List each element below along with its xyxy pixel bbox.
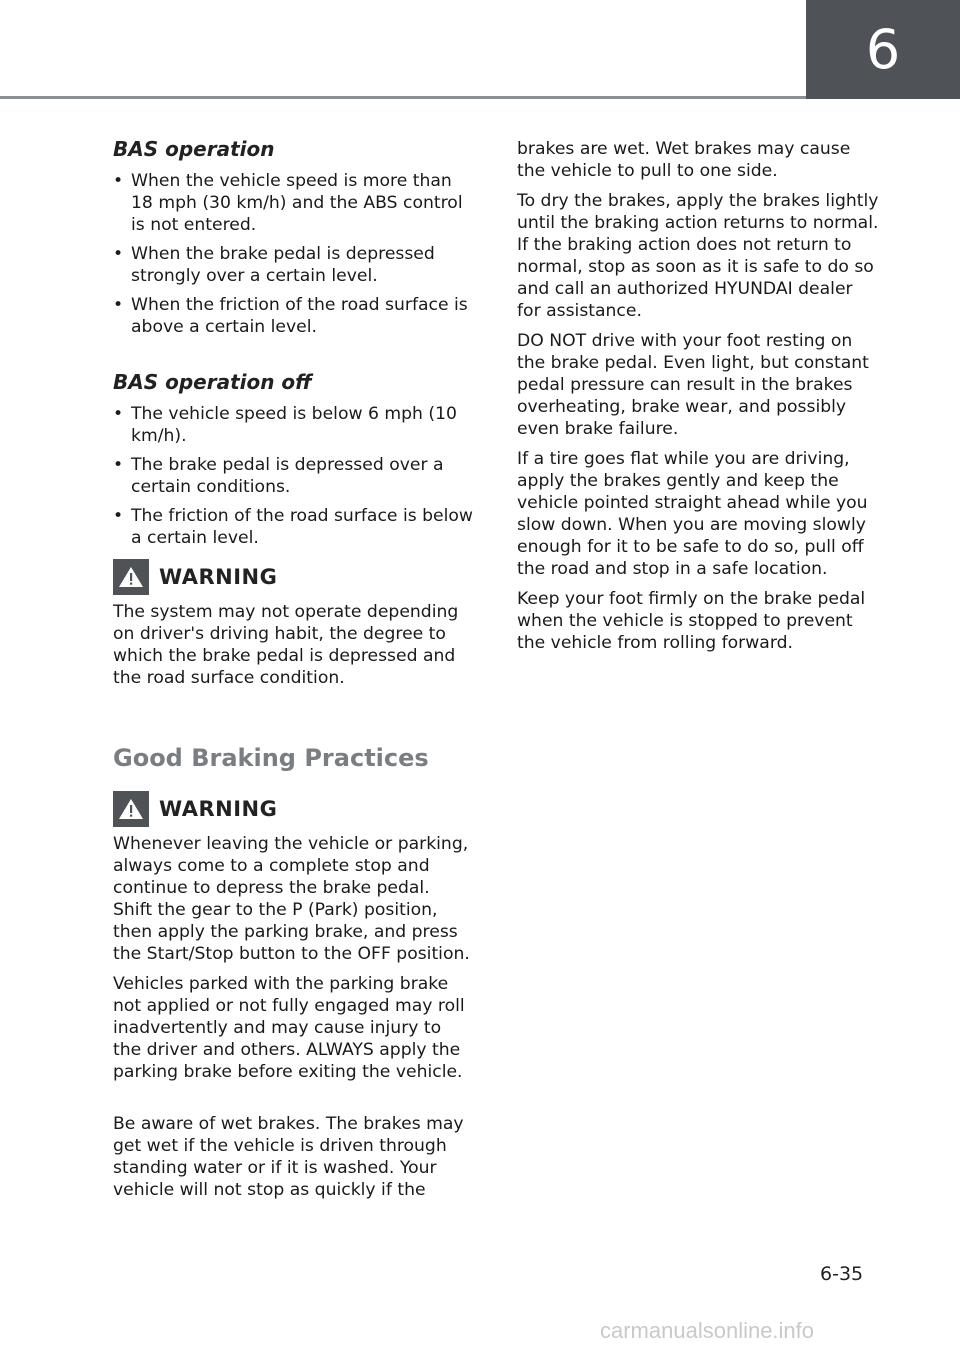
bas-operation-list bbox=[113, 170, 473, 338]
warning-paragraph: Vehicles parked with the parking brake not applied or not fully engaged may roll inadvertently and may cause injury to the driver and others. ALWAYS apply the parking brake before exiting the vehicle. bbox=[113, 974, 465, 1082]
list-item: • The friction of the road surface is below a certain level. bbox=[113, 505, 473, 549]
paragraph: To dry the brakes, apply the brakes lightly until the braking action returns to normal. If the braking action does not return to normal, stop as soon as it is safe to do so and call an authorized HYUNDAI dealer for assistance. bbox=[517, 191, 879, 321]
warning-triangle-icon bbox=[113, 791, 149, 827]
warning-title: WARNING bbox=[159, 565, 278, 589]
list-item: • The vehicle speed is below 6 mph (10 km/h). bbox=[113, 403, 473, 447]
page-number: 6-35 bbox=[820, 1263, 864, 1285]
warning-paragraph: Whenever leaving the vehicle or parking, always come to a complete stop and continue to depress the brake pedal. Shift the gear to the P (Park) position, then apply the parking brake, and press the Start/Stop button to the OFF position. bbox=[113, 834, 470, 964]
list-item: • When the vehicle speed is more than 18 mph (30 km/h) and the ABS control is not entered. bbox=[113, 170, 473, 236]
watermark: carmanualsonline.info bbox=[600, 1318, 815, 1343]
list-item: • The brake pedal is depressed over a certain conditions. bbox=[113, 454, 473, 498]
warning-triangle-icon bbox=[113, 559, 149, 595]
wet-brakes-paragraph: Be aware of wet brakes. The brakes may get wet if the vehicle is driven through standing water or if it is washed. Your vehicle will not stop as quickly if the bbox=[113, 1114, 464, 1200]
section-title: Good Braking Practices bbox=[113, 744, 429, 772]
list-item: • When the friction of the road surface is above a certain level. bbox=[113, 294, 473, 338]
list-item: • When the brake pedal is depressed strongly over a certain level. bbox=[113, 243, 473, 287]
warning-text: The system may not operate depending on driver's driving habit, the degree to which the brake pedal is depressed and the road surface condition. bbox=[113, 602, 459, 688]
warning-header bbox=[113, 791, 473, 827]
paragraph: DO NOT drive with your foot resting on the brake pedal. Even light, but constant pedal pressure can result in the brakes overheating, brake wear, and possibly even brake failure. bbox=[517, 331, 869, 439]
warning-header bbox=[113, 559, 473, 595]
paragraph: brakes are wet. Wet brakes may cause the vehicle to pull to one side. bbox=[517, 139, 851, 181]
header-rule bbox=[0, 96, 806, 99]
chapter-tab: 6 bbox=[806, 0, 960, 99]
left-column bbox=[113, 136, 473, 1209]
warning-title: WARNING bbox=[159, 797, 278, 821]
bas-operation-off-heading: BAS operation off bbox=[113, 370, 312, 394]
bas-operation-heading: BAS operation bbox=[113, 137, 275, 161]
bas-operation-off-list bbox=[113, 403, 473, 549]
paragraph: Keep your foot firmly on the brake pedal when the vehicle is stopped to prevent the vehicle from rolling forward. bbox=[517, 589, 866, 653]
right-column bbox=[517, 138, 879, 662]
paragraph: If a tire goes flat while you are driving, apply the brakes gently and keep the vehicle pointed straight ahead while you slow down. When you are moving slowly enough for it to be safe to do so, pull off the road and stop in a safe location. bbox=[517, 449, 868, 579]
